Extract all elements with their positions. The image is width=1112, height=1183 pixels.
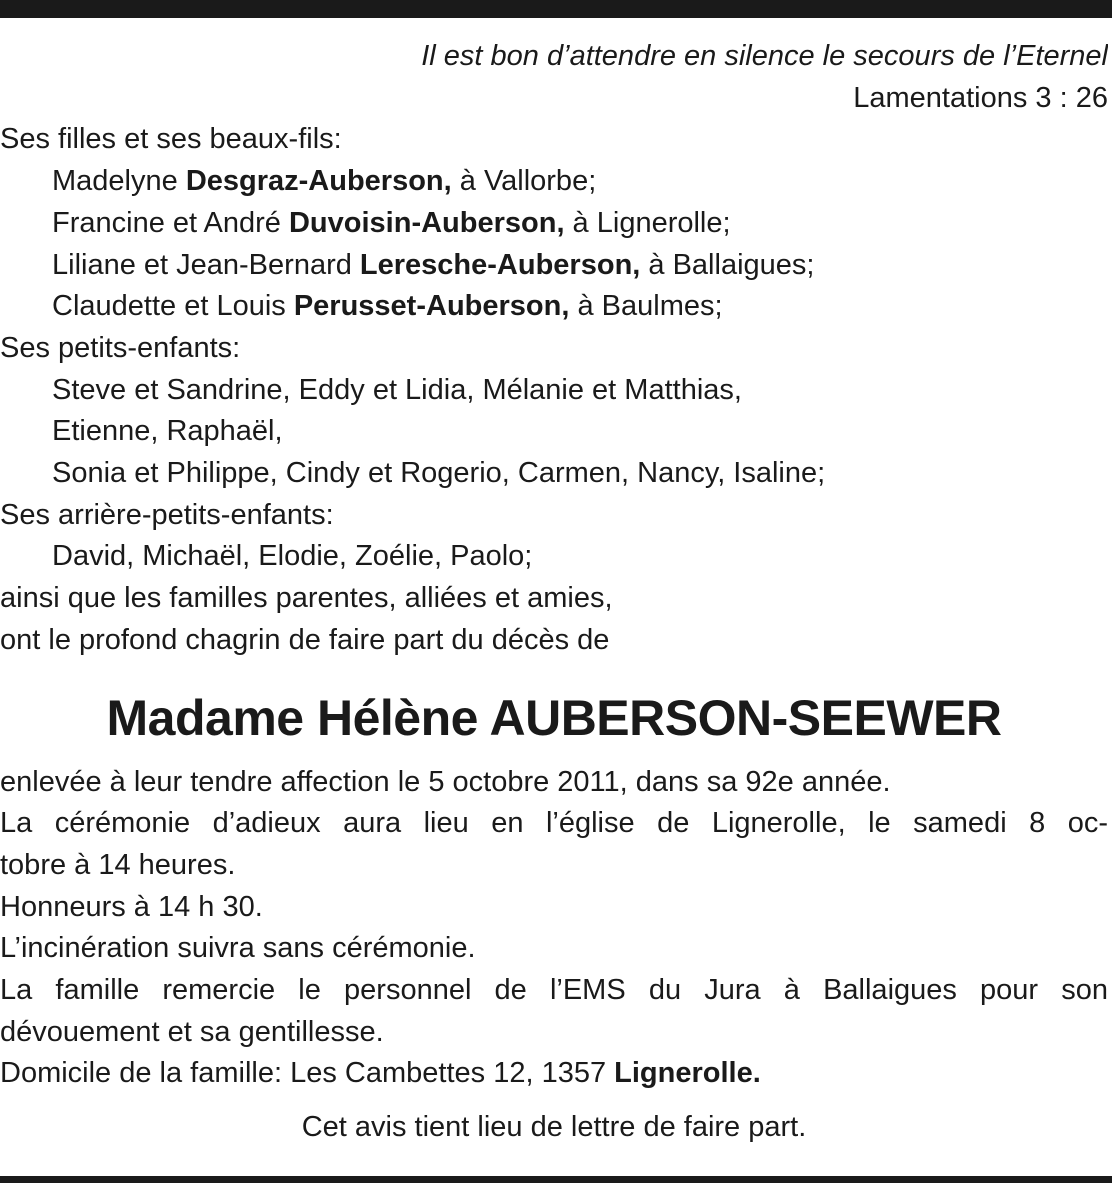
grandchildren-line: Sonia et Philippe, Cindy et Rogerio, Carmen, Nancy, Isaline; bbox=[52, 457, 826, 490]
announcement-line: ont le profond chagrin de faire part du décès de bbox=[0, 623, 610, 656]
families-line: ainsi que les familles parentes, alliées et amies, bbox=[0, 582, 613, 615]
daughter-entry: Claudette et Louis Perusset-Auberson, à Baulmes; bbox=[52, 290, 723, 323]
domicile-town: Lignerolle. bbox=[614, 1057, 761, 1090]
top-rule bbox=[0, 0, 1112, 18]
thanks-line-continued: dévouement et sa gentillesse. bbox=[0, 1015, 384, 1048]
grandchildren-line: Etienne, Raphaël, bbox=[52, 415, 283, 448]
great-grandchildren-heading: Ses arrière-petits-enfants: bbox=[0, 498, 334, 531]
honours-line: Honneurs à 14 h 30. bbox=[0, 890, 263, 923]
daughter-surname: Leresche-Auberson, bbox=[359, 248, 641, 281]
daughter-surname: Duvoisin-Auberson, bbox=[288, 206, 565, 239]
domicile-line: Domicile de la famille: Les Cambettes 12, 1357 Lignerolle. bbox=[0, 1057, 761, 1090]
deceased-name: Madame Hélène AUBERSON-SEEWER bbox=[106, 689, 1002, 746]
bible-reference: Lamentations 3 : 26 bbox=[853, 81, 1108, 114]
incineration-line: L’incinération suivra sans cérémonie. bbox=[0, 932, 476, 965]
obituary-notice bbox=[0, 36, 1108, 1149]
bottom-rule bbox=[0, 1176, 1112, 1183]
bible-quote: Il est bon d’attendre en silence le secours de l’Eternel bbox=[421, 40, 1108, 72]
daughter-entry: Madelyne Desgraz-Auberson, à Vallorbe; bbox=[52, 165, 597, 198]
daughter-surname: Perusset-Auberson, bbox=[293, 290, 570, 323]
ceremony-line-continued: tobre à 14 heures. bbox=[0, 848, 236, 881]
grandchildren-line: Steve et Sandrine, Eddy et Lidia, Mélanie et Matthias, bbox=[52, 373, 742, 406]
closing-note: Cet avis tient lieu de lettre de faire part. bbox=[301, 1111, 807, 1144]
ceremony-line: La cérémonie d’adieux aura lieu en l’église de Lignerolle, le samedi 8 oc- bbox=[0, 807, 1108, 840]
daughters-heading: Ses filles et ses beaux-fils: bbox=[0, 123, 342, 156]
death-line: enlevée à leur tendre affection le 5 octobre 2011, dans sa 92e année. bbox=[0, 765, 891, 798]
daughter-surname: Desgraz-Auberson, bbox=[185, 165, 452, 198]
great-grandchildren-line: David, Michaël, Elodie, Zoélie, Paolo; bbox=[52, 540, 533, 573]
thanks-line: La famille remercie le personnel de l’EMS du Jura à Ballaigues pour son bbox=[0, 974, 1108, 1007]
grandchildren-heading: Ses petits-enfants: bbox=[0, 331, 241, 364]
daughter-entry: Francine et André Duvoisin-Auberson, à Lignerolle; bbox=[52, 206, 731, 239]
daughter-entry: Liliane et Jean-Bernard Leresche-Auberson, à Ballaigues; bbox=[52, 248, 815, 281]
